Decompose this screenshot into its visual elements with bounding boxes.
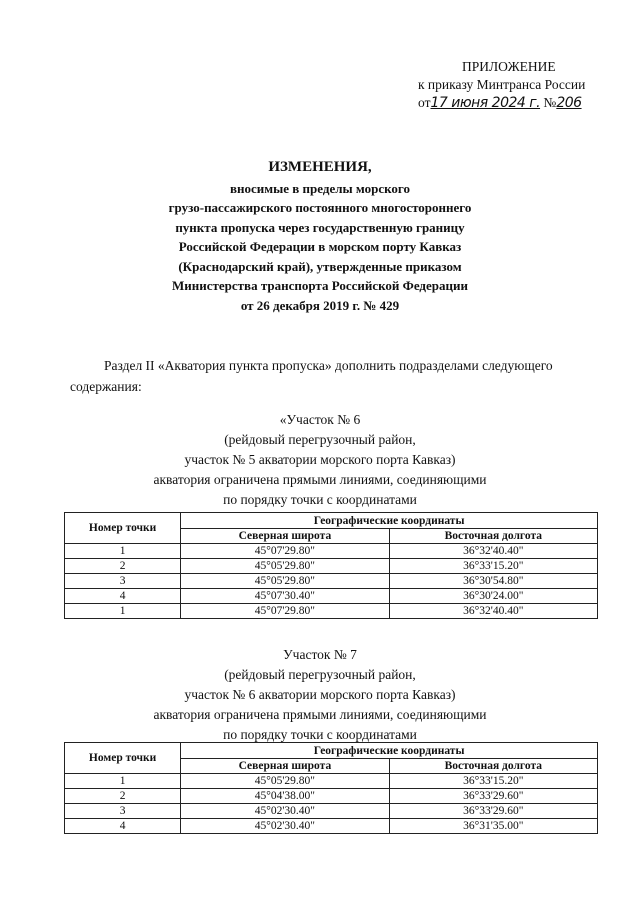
- cell-point: 2: [65, 789, 181, 804]
- cell-latitude: 45°02'30.40": [181, 819, 389, 834]
- section-title-block: [120, 410, 520, 510]
- heading-line: Министерства транспорта Российской Федерации: [172, 278, 468, 293]
- table-row: [65, 819, 598, 834]
- table-row: [65, 574, 598, 589]
- heading-line: (Краснодарский край), утвержденные приказом: [178, 258, 462, 274]
- cell-latitude: 45°07'30.40": [181, 589, 389, 604]
- appendix-date-line: [418, 94, 582, 112]
- section-line: «Участок № 6: [279, 412, 361, 427]
- cell-longitude: 36°30'54.80": [389, 574, 597, 589]
- section-line: (рейдовый перегрузочный район,: [224, 432, 416, 447]
- coordinates-table: [64, 742, 598, 834]
- heading-line: грузо-пассажирского постоянного многостороннего: [168, 200, 472, 215]
- cell-longitude: 36°33'15.20": [389, 559, 597, 574]
- cell-latitude: 45°05'29.80": [181, 559, 389, 574]
- cell-point: 4: [65, 819, 181, 834]
- heading-line: пункта пропуска через государственную границу: [175, 219, 465, 235]
- table-row: [65, 544, 598, 559]
- section-line: акватория ограничена прямыми линиями, соединяющими: [153, 472, 487, 487]
- cell-latitude: 45°04'38.00": [181, 789, 389, 804]
- cell-longitude: 36°31'35.00": [389, 819, 597, 834]
- appendix-order-line: к приказу Минтранса России: [418, 77, 586, 92]
- cell-longitude: 36°33'29.60": [389, 804, 597, 819]
- table-row: [65, 559, 598, 574]
- cell-longitude: 36°33'15.20": [389, 774, 597, 789]
- section-line: Участок № 7: [283, 647, 357, 662]
- appendix-title: ПРИЛОЖЕНИЕ: [462, 59, 556, 74]
- section-line: акватория ограничена прямыми линиями, соединяющими: [153, 707, 487, 722]
- cell-longitude: 36°30'24.00": [389, 589, 597, 604]
- coordinates-table: [64, 512, 598, 619]
- handwritten-number: 206: [556, 95, 582, 111]
- header-longitude: Восточная долгота: [389, 759, 597, 774]
- section-title-block: [120, 645, 520, 745]
- cell-latitude: 45°05'29.80": [181, 774, 389, 789]
- heading-line: Российской Федерации в морском порту Кавказ: [178, 239, 462, 254]
- header-latitude: Северная широта: [181, 529, 389, 544]
- section-line: по порядку точки с координатами: [223, 727, 417, 742]
- header-longitude: Восточная долгота: [389, 529, 597, 544]
- cell-point: 3: [65, 804, 181, 819]
- number-prefix: №: [543, 95, 557, 110]
- table-row: [65, 774, 598, 789]
- table-row: [65, 589, 598, 604]
- section-line: по порядку точки с координатами: [223, 492, 417, 507]
- cell-point: 4: [65, 589, 181, 604]
- cell-longitude: 36°33'29.60": [389, 789, 597, 804]
- table-row: [65, 604, 598, 619]
- header-geo-coordinates: Географические координаты: [181, 513, 598, 529]
- date-prefix: от: [418, 95, 431, 110]
- cell-point: 2: [65, 559, 181, 574]
- cell-latitude: 45°07'29.80": [181, 544, 389, 559]
- intro-paragraph: Раздел II «Акватория пункта пропуска» дополнить подразделами следующего содержания:: [70, 358, 553, 394]
- header-geo-coordinates: Географические координаты: [181, 743, 598, 759]
- section-line: участок № 6 акватории морского порта Кавказ): [184, 687, 456, 702]
- header-point-number: Номер точки: [65, 513, 181, 544]
- cell-latitude: 45°05'29.80": [181, 574, 389, 589]
- cell-longitude: 36°32'40.40": [389, 544, 597, 559]
- cell-latitude: 45°02'30.40": [181, 804, 389, 819]
- cell-point: 1: [65, 604, 181, 619]
- document-heading: [100, 158, 540, 315]
- header-latitude: Северная широта: [181, 759, 389, 774]
- handwritten-date: 17 июня 2024 г.: [430, 95, 541, 111]
- cell-point: 1: [65, 774, 181, 789]
- header-point-number: Номер точки: [65, 743, 181, 774]
- section-line: (рейдовый перегрузочный район,: [224, 667, 416, 682]
- table-row: [65, 789, 598, 804]
- cell-latitude: 45°07'29.80": [181, 604, 389, 619]
- heading-title: ИЗМЕНЕНИЯ,: [268, 159, 372, 175]
- section-line: участок № 5 акватории морского порта Кавказ): [184, 452, 456, 467]
- cell-point: 1: [65, 544, 181, 559]
- heading-line: от 26 декабря 2019 г. № 429: [240, 297, 400, 313]
- cell-point: 3: [65, 574, 181, 589]
- cell-longitude: 36°32'40.40": [389, 604, 597, 619]
- table-row: [65, 804, 598, 819]
- heading-line: вносимые в пределы морского: [229, 180, 410, 196]
